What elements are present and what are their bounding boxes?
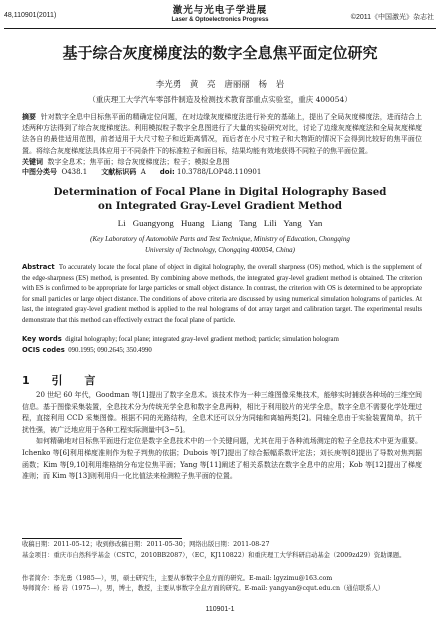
intro-paragraph-2: 如何精确地对目标焦平面进行定位是数字全息技术中的一个关键问题，尤其在用于各种流场测定的粒子全息技术中更为重要。Ichenko 等[6]利用梯度准则作为粒子判焦的依据；Dubois 等[7]提出了综合振幅系数评定法；刘长庚等[8]提出了导数对焦判据函数；Kim 等[9,10]利用维格纳分布定位焦平面；Yang 等[11]阐述了相关系数法在数字全息中的应用；Kob 等[12]提出了梯度准则；而 Kim 等[13]则利用归一化比值法来检测粒子焦平面的位置。 [22, 437, 422, 481]
header-rule [4, 28, 436, 29]
footnote-funding: 基金项目：重庆市自然科学基金（CSTC，2010BB2087），（EC，KJ110822）和重庆理工大学科研启动基金（2009zd29）资助课题。 [22, 552, 406, 559]
journal-logo [150, 2, 290, 23]
affiliation-cn: （重庆理工大学汽车零部件制造及检测技术教育部重点实验室，重庆 400054） [88, 95, 352, 104]
doi-label: doi: [159, 168, 175, 176]
authors-en: Li Guangyong Huang Liang Tang Lili Yang Yan [117, 218, 323, 228]
authors-cn: 李光勇 黄 亮 唐丽丽 杨 岩 [155, 80, 285, 90]
keywords-en-text: digital holography; focal plane; integrated gray-level gradient method; particle; simulation hologram [65, 336, 339, 343]
abstract-cn [22, 112, 422, 157]
doc-code-value: A [140, 168, 146, 176]
footnote-rule [22, 538, 182, 539]
header-copyright: ©2011《中国激光》杂志社 [350, 14, 434, 21]
footnote-received: 收稿日期：2011-05-12；收到修改稿日期：2011-05-30；网络出版日期：2011-08-27 [22, 541, 270, 548]
keywords-en [22, 334, 422, 345]
abstract-en-text: To accurately locate the focal plane of object in digital holography, the overall sharpness (OS) method, which is the supplement of the edge-sharpness (ES) method, is presented. By combining above methods, the integrated gray-level gradient method is obtained. The criterion with ES is confirmed to be appropriate for large particles or small object distance. In contrast, the criterion with OS is determined to be appropriate for small particles or large object distance. The conditions of above criteria are discussed by using numerical simulation holograms of particles. At last, the integrated gray-level gradient method is applied to the real holograms of dot array target and calibration target. The experimental results demonstrate that this method can effectively extract the focal plane of particle. [22, 264, 423, 324]
footnote-author-1: 作者简介：李光勇（1985—），男，硕士研究生，主要从事数字全息方面的研究。E-mail: lgyzimu@163.com [22, 575, 333, 582]
paper-title-en [0, 185, 440, 213]
classification-line [22, 167, 422, 177]
paper-title-en-line1: Determination of Focal Plane in Digital Holography Based [53, 186, 387, 198]
affiliation-en-line2: University of Technology, Chongqing 400054, China) [144, 245, 296, 254]
running-header [0, 0, 440, 30]
journal-name-cn: 激光与光电子学进展 [172, 5, 268, 16]
keywords-cn-text: 数字全息术；焦平面；综合灰度梯度法；粒子；模拟全息图 [47, 158, 230, 166]
abstract-en-label: Abstract [22, 263, 55, 271]
section-heading [22, 372, 95, 388]
abstract-en [22, 262, 422, 327]
keywords-cn-label: 关键词 [22, 158, 43, 166]
paper-title-en-line2: on Integrated Gray-Level Gradient Method [98, 200, 342, 212]
affiliation-en-line1: (Key Laboratory of Automobile Parts and Test Technique, Ministry of Education, Chongqing [90, 235, 350, 243]
abstract-cn-text: 针对数字全息中目标焦平面的精确定位问题，在对边缘灰度梯度法进行补充的基础上，提出了全局灰度梯度法，进而结合上述两种方法得到了综合灰度梯度法。利用模拟粒子数字全息图进行了大量的实验研究对比，讨论了边缘灰度梯度法和全局灰度梯度法各自的最佳适用范围，前者适用于大尺寸粒子和近距离情况，而后者在小尺寸粒子和大物距的情况下会得到比较好的焦平面位置。将综合灰度梯度法具体应用于不同条件下的标准粒子和面目标，结果均能有效地获得不同粒子的焦平面位置。 [22, 113, 422, 155]
clc-label: 中图分类号 [22, 168, 57, 176]
intro-body [22, 390, 422, 483]
ocis-label: OCIS codes [22, 346, 65, 354]
section-title: 引 言 [51, 374, 96, 387]
abstract-cn-label: 摘要 [22, 113, 37, 121]
clc-value: O438.1 [61, 168, 88, 176]
footnote-author-2: 导师简介：杨 岩（1975—），男，博士，教授，主要从事数字全息方面的研究。E-mail: yangyan@cqut.edu.cn（通信联系人） [22, 584, 385, 592]
paper-title-cn: 基于综合灰度梯度法的数字全息焦平面定位研究 [62, 44, 378, 62]
keywords-en-label: Key words [22, 335, 62, 343]
page-number: 110901-1 [205, 606, 235, 613]
ocis-codes [22, 345, 422, 356]
journal-name-en: Laser & Optoelectronics Progress [171, 17, 269, 23]
footnote-authors [22, 574, 422, 593]
header-volume: 48,110901(2011) [4, 12, 57, 19]
doc-code-label: 文献标识码 [101, 168, 137, 176]
intro-paragraph-1: 20 世纪 60 年代，Goodman 等[1]提出了数字全息术。该技术作为一种三维图像采集技术，能够实时捕获各种场的三维空间信息。基于图像采集装置，全息技术分为传统光学全息和数字全息两种，相比于利用胶片的光学全息，数字全息不需要化学处理过程，直接利用 CCD 采集图像。根据不同的光路结构，全息术还可以分为同轴和离轴两类[2]。同轴全息由于实验装置简单，抗干扰性强，被广泛地应用于各种工程实际测量中[3~5]。 [22, 391, 422, 434]
doi-value: 10.3788/LOP48.110901 [177, 168, 262, 176]
ocis-text: 090.1995; 090.2645; 350.4990 [68, 347, 152, 354]
section-number: 1 [22, 374, 30, 387]
affiliation-en [0, 234, 440, 255]
